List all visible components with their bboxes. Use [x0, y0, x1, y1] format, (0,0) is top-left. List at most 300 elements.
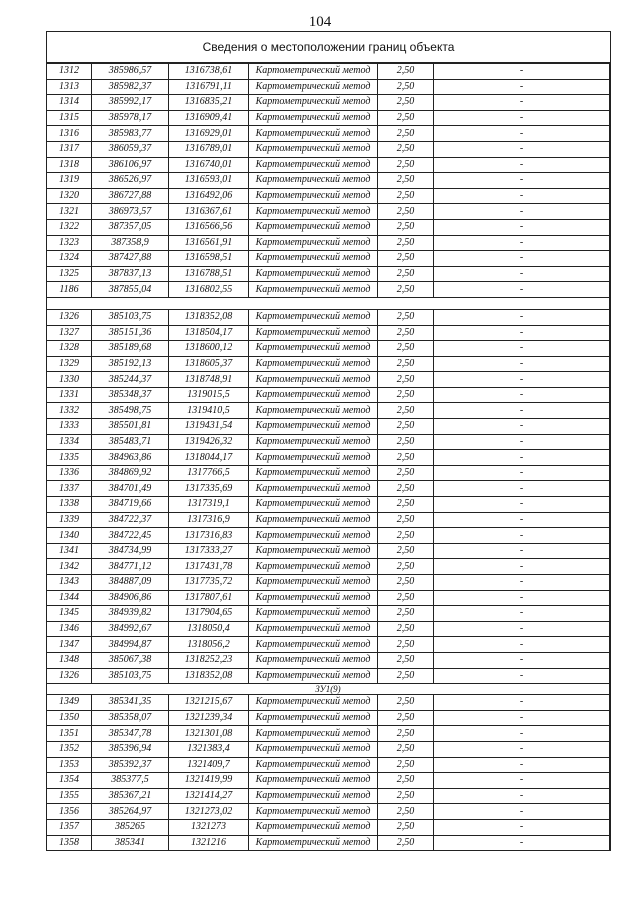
x-coordinate-cell: 385189,68: [92, 341, 169, 357]
accuracy-cell: 2,50: [378, 309, 434, 325]
table-row: [47, 403, 610, 419]
method-cell: Картометрический метод: [249, 637, 378, 653]
y-coordinate-cell: 1317335,69: [169, 481, 249, 497]
x-coordinate-cell: 384722,37: [92, 512, 169, 528]
table-title: Сведения о местоположении границ объекта: [47, 32, 610, 63]
point-number-cell: 1336: [47, 465, 92, 481]
x-coordinate-cell: 384992,67: [92, 621, 169, 637]
table-row: [47, 668, 610, 684]
accuracy-cell: 2,50: [378, 157, 434, 173]
method-cell: Картометрический метод: [249, 372, 378, 388]
note-cell: -: [434, 95, 610, 111]
x-coordinate-cell: 385264,97: [92, 804, 169, 820]
point-number-cell: 1186: [47, 282, 92, 298]
section-label: ЗУ1(9): [47, 684, 610, 695]
method-cell: Картометрический метод: [249, 434, 378, 450]
x-coordinate-cell: 384963,86: [92, 450, 169, 466]
method-cell: Картометрический метод: [249, 64, 378, 80]
x-coordinate-cell: 385358,07: [92, 710, 169, 726]
accuracy-cell: 2,50: [378, 251, 434, 267]
section-header-row: [47, 684, 610, 695]
y-coordinate-cell: 1321383,4: [169, 741, 249, 757]
y-coordinate-cell: 1316598,51: [169, 251, 249, 267]
x-coordinate-cell: 385396,94: [92, 741, 169, 757]
x-coordinate-cell: 386727,88: [92, 188, 169, 204]
x-coordinate-cell: 385347,78: [92, 726, 169, 742]
method-cell: Картометрический метод: [249, 741, 378, 757]
y-coordinate-cell: 1317333,27: [169, 543, 249, 559]
x-coordinate-cell: 387855,04: [92, 282, 169, 298]
table-row: [47, 372, 610, 388]
note-cell: -: [434, 835, 610, 851]
table-row: [47, 606, 610, 622]
x-coordinate-cell: 385341: [92, 835, 169, 851]
method-cell: Картометрический метод: [249, 835, 378, 851]
table-row-spacer: [47, 297, 610, 309]
method-cell: Картометрический метод: [249, 528, 378, 544]
note-cell: -: [434, 621, 610, 637]
accuracy-cell: 2,50: [378, 95, 434, 111]
x-coordinate-cell: 387358,9: [92, 235, 169, 251]
accuracy-cell: 2,50: [378, 126, 434, 142]
note-cell: -: [434, 819, 610, 835]
x-coordinate-cell: 384734,99: [92, 543, 169, 559]
point-number-cell: 1334: [47, 434, 92, 450]
accuracy-cell: 2,50: [378, 341, 434, 357]
accuracy-cell: 2,50: [378, 235, 434, 251]
y-coordinate-cell: 1317735,72: [169, 575, 249, 591]
accuracy-cell: 2,50: [378, 188, 434, 204]
coordinates-table: [46, 63, 610, 851]
note-cell: -: [434, 309, 610, 325]
y-coordinate-cell: 1317807,61: [169, 590, 249, 606]
accuracy-cell: 2,50: [378, 141, 434, 157]
table-row: [47, 188, 610, 204]
y-coordinate-cell: 1316835,21: [169, 95, 249, 111]
y-coordinate-cell: 1317316,83: [169, 528, 249, 544]
y-coordinate-cell: 1319431,54: [169, 419, 249, 435]
point-number-cell: 1335: [47, 450, 92, 466]
method-cell: Картометрический метод: [249, 621, 378, 637]
point-number-cell: 1326: [47, 309, 92, 325]
accuracy-cell: 2,50: [378, 173, 434, 189]
table-row: [47, 726, 610, 742]
accuracy-cell: 2,50: [378, 64, 434, 80]
y-coordinate-cell: 1321273: [169, 819, 249, 835]
x-coordinate-cell: 384869,92: [92, 465, 169, 481]
table-row: [47, 621, 610, 637]
method-cell: Картометрический метод: [249, 450, 378, 466]
note-cell: -: [434, 788, 610, 804]
table-row: [47, 387, 610, 403]
x-coordinate-cell: 385244,37: [92, 372, 169, 388]
point-number-cell: 1331: [47, 387, 92, 403]
point-number-cell: 1312: [47, 64, 92, 80]
note-cell: -: [434, 497, 610, 513]
note-cell: -: [434, 188, 610, 204]
x-coordinate-cell: 385265: [92, 819, 169, 835]
x-coordinate-cell: 384939,82: [92, 606, 169, 622]
accuracy-cell: 2,50: [378, 450, 434, 466]
point-number-cell: 1347: [47, 637, 92, 653]
table-row: [47, 173, 610, 189]
accuracy-cell: 2,50: [378, 387, 434, 403]
note-cell: -: [434, 372, 610, 388]
point-number-cell: 1337: [47, 481, 92, 497]
method-cell: Картометрический метод: [249, 512, 378, 528]
point-number-cell: 1351: [47, 726, 92, 742]
note-cell: -: [434, 741, 610, 757]
accuracy-cell: 2,50: [378, 710, 434, 726]
note-cell: -: [434, 64, 610, 80]
point-number-cell: 1345: [47, 606, 92, 622]
method-cell: Картометрический метод: [249, 819, 378, 835]
y-coordinate-cell: 1316791,11: [169, 79, 249, 95]
accuracy-cell: 2,50: [378, 512, 434, 528]
method-cell: Картометрический метод: [249, 95, 378, 111]
point-number-cell: 1318: [47, 157, 92, 173]
method-cell: Картометрический метод: [249, 481, 378, 497]
x-coordinate-cell: 385151,36: [92, 325, 169, 341]
point-number-cell: 1329: [47, 356, 92, 372]
y-coordinate-cell: 1317766,5: [169, 465, 249, 481]
note-cell: -: [434, 79, 610, 95]
note-cell: -: [434, 512, 610, 528]
table-row: [47, 157, 610, 173]
y-coordinate-cell: 1321215,67: [169, 695, 249, 711]
y-coordinate-cell: 1316593,01: [169, 173, 249, 189]
note-cell: -: [434, 157, 610, 173]
accuracy-cell: 2,50: [378, 621, 434, 637]
method-cell: Картометрический метод: [249, 110, 378, 126]
note-cell: -: [434, 757, 610, 773]
table-row: [47, 219, 610, 235]
x-coordinate-cell: 387427,88: [92, 251, 169, 267]
x-coordinate-cell: 384771,12: [92, 559, 169, 575]
accuracy-cell: 2,50: [378, 528, 434, 544]
y-coordinate-cell: 1318605,37: [169, 356, 249, 372]
point-number-cell: 1346: [47, 621, 92, 637]
note-cell: -: [434, 141, 610, 157]
accuracy-cell: 2,50: [378, 481, 434, 497]
point-number-cell: 1323: [47, 235, 92, 251]
point-number-cell: 1355: [47, 788, 92, 804]
table-row: [47, 575, 610, 591]
method-cell: Картометрический метод: [249, 575, 378, 591]
y-coordinate-cell: 1318504,17: [169, 325, 249, 341]
x-coordinate-cell: 384887,09: [92, 575, 169, 591]
note-cell: -: [434, 465, 610, 481]
method-cell: Картометрический метод: [249, 126, 378, 142]
note-cell: -: [434, 528, 610, 544]
point-number-cell: 1340: [47, 528, 92, 544]
table-row: [47, 341, 610, 357]
y-coordinate-cell: 1321216: [169, 835, 249, 851]
table-row: [47, 637, 610, 653]
point-number-cell: 1319: [47, 173, 92, 189]
point-number-cell: 1342: [47, 559, 92, 575]
y-coordinate-cell: 1318748,91: [169, 372, 249, 388]
table-row: [47, 325, 610, 341]
x-coordinate-cell: 384701,49: [92, 481, 169, 497]
x-coordinate-cell: 385348,37: [92, 387, 169, 403]
note-cell: -: [434, 450, 610, 466]
y-coordinate-cell: 1316738,61: [169, 64, 249, 80]
page-number: 104: [308, 14, 332, 30]
x-coordinate-cell: 386059,37: [92, 141, 169, 157]
x-coordinate-cell: 384722,45: [92, 528, 169, 544]
point-number-cell: 1321: [47, 204, 92, 220]
table-row: [47, 804, 610, 820]
x-coordinate-cell: 385978,17: [92, 110, 169, 126]
y-coordinate-cell: 1316909,41: [169, 110, 249, 126]
x-coordinate-cell: 385501,81: [92, 419, 169, 435]
x-coordinate-cell: 386106,97: [92, 157, 169, 173]
accuracy-cell: 2,50: [378, 695, 434, 711]
method-cell: Картометрический метод: [249, 173, 378, 189]
table-row: [47, 465, 610, 481]
point-number-cell: 1320: [47, 188, 92, 204]
table-row: [47, 757, 610, 773]
point-number-cell: 1326: [47, 668, 92, 684]
accuracy-cell: 2,50: [378, 741, 434, 757]
method-cell: Картометрический метод: [249, 235, 378, 251]
point-number-cell: 1352: [47, 741, 92, 757]
note-cell: -: [434, 341, 610, 357]
note-cell: -: [434, 403, 610, 419]
note-cell: -: [434, 282, 610, 298]
accuracy-cell: 2,50: [378, 266, 434, 282]
x-coordinate-cell: 385367,21: [92, 788, 169, 804]
x-coordinate-cell: 385377,5: [92, 773, 169, 789]
note-cell: -: [434, 110, 610, 126]
note-cell: -: [434, 543, 610, 559]
point-number-cell: 1317: [47, 141, 92, 157]
table-row: [47, 434, 610, 450]
y-coordinate-cell: 1318352,08: [169, 309, 249, 325]
point-number-cell: 1357: [47, 819, 92, 835]
accuracy-cell: 2,50: [378, 726, 434, 742]
point-number-cell: 1353: [47, 757, 92, 773]
note-cell: -: [434, 419, 610, 435]
point-number-cell: 1341: [47, 543, 92, 559]
accuracy-cell: 2,50: [378, 637, 434, 653]
accuracy-cell: 2,50: [378, 559, 434, 575]
y-coordinate-cell: 1317904,65: [169, 606, 249, 622]
y-coordinate-cell: 1317316,9: [169, 512, 249, 528]
note-cell: -: [434, 575, 610, 591]
y-coordinate-cell: 1318600,12: [169, 341, 249, 357]
method-cell: Картометрический метод: [249, 419, 378, 435]
accuracy-cell: 2,50: [378, 325, 434, 341]
x-coordinate-cell: 385192,13: [92, 356, 169, 372]
accuracy-cell: 2,50: [378, 204, 434, 220]
y-coordinate-cell: 1318044,17: [169, 450, 249, 466]
note-cell: -: [434, 668, 610, 684]
accuracy-cell: 2,50: [378, 606, 434, 622]
y-coordinate-cell: 1318252,23: [169, 652, 249, 668]
table-row: [47, 710, 610, 726]
y-coordinate-cell: 1316492,06: [169, 188, 249, 204]
note-cell: -: [434, 481, 610, 497]
x-coordinate-cell: 385986,57: [92, 64, 169, 80]
note-cell: -: [434, 773, 610, 789]
method-cell: Картометрический метод: [249, 266, 378, 282]
y-coordinate-cell: 1316561,91: [169, 235, 249, 251]
note-cell: -: [434, 710, 610, 726]
point-number-cell: 1356: [47, 804, 92, 820]
method-cell: Картометрический метод: [249, 79, 378, 95]
point-number-cell: 1325: [47, 266, 92, 282]
method-cell: Картометрический метод: [249, 710, 378, 726]
table-row: [47, 356, 610, 372]
x-coordinate-cell: 385983,77: [92, 126, 169, 142]
method-cell: Картометрический метод: [249, 559, 378, 575]
note-cell: -: [434, 219, 610, 235]
y-coordinate-cell: 1318050,4: [169, 621, 249, 637]
x-coordinate-cell: 386526,97: [92, 173, 169, 189]
method-cell: Картометрический метод: [249, 804, 378, 820]
x-coordinate-cell: 385103,75: [92, 309, 169, 325]
table-row: [47, 543, 610, 559]
accuracy-cell: 2,50: [378, 590, 434, 606]
x-coordinate-cell: 385103,75: [92, 668, 169, 684]
table-row: [47, 481, 610, 497]
table-row: [47, 819, 610, 835]
method-cell: Картометрический метод: [249, 757, 378, 773]
note-cell: -: [434, 606, 610, 622]
point-number-cell: 1348: [47, 652, 92, 668]
y-coordinate-cell: 1316788,51: [169, 266, 249, 282]
table-row: [47, 235, 610, 251]
table-row: [47, 251, 610, 267]
method-cell: Картометрический метод: [249, 590, 378, 606]
y-coordinate-cell: 1321414,27: [169, 788, 249, 804]
method-cell: Картометрический метод: [249, 356, 378, 372]
point-number-cell: 1333: [47, 419, 92, 435]
note-cell: -: [434, 434, 610, 450]
table-row: [47, 788, 610, 804]
table-row: [47, 282, 610, 298]
accuracy-cell: 2,50: [378, 497, 434, 513]
x-coordinate-cell: 384719,66: [92, 497, 169, 513]
table-row: [47, 835, 610, 851]
table-row: [47, 79, 610, 95]
note-cell: -: [434, 251, 610, 267]
table-row: [47, 773, 610, 789]
table-row: [47, 695, 610, 711]
point-number-cell: 1314: [47, 95, 92, 111]
x-coordinate-cell: 387357,05: [92, 219, 169, 235]
accuracy-cell: 2,50: [378, 652, 434, 668]
x-coordinate-cell: 385067,38: [92, 652, 169, 668]
point-number-cell: 1328: [47, 341, 92, 357]
accuracy-cell: 2,50: [378, 773, 434, 789]
method-cell: Картометрический метод: [249, 403, 378, 419]
accuracy-cell: 2,50: [378, 668, 434, 684]
point-number-cell: 1339: [47, 512, 92, 528]
method-cell: Картометрический метод: [249, 606, 378, 622]
table-row: [47, 419, 610, 435]
note-cell: -: [434, 204, 610, 220]
point-number-cell: 1349: [47, 695, 92, 711]
x-coordinate-cell: 385392,37: [92, 757, 169, 773]
accuracy-cell: 2,50: [378, 819, 434, 835]
accuracy-cell: 2,50: [378, 465, 434, 481]
note-cell: -: [434, 804, 610, 820]
point-number-cell: 1315: [47, 110, 92, 126]
y-coordinate-cell: 1317319,1: [169, 497, 249, 513]
accuracy-cell: 2,50: [378, 110, 434, 126]
y-coordinate-cell: 1316929,01: [169, 126, 249, 142]
method-cell: Картометрический метод: [249, 695, 378, 711]
accuracy-cell: 2,50: [378, 403, 434, 419]
table-row: [47, 497, 610, 513]
note-cell: -: [434, 590, 610, 606]
point-number-cell: 1338: [47, 497, 92, 513]
table-row: [47, 64, 610, 80]
y-coordinate-cell: 1321301,08: [169, 726, 249, 742]
note-cell: -: [434, 173, 610, 189]
point-number-cell: 1327: [47, 325, 92, 341]
table-row: [47, 450, 610, 466]
y-coordinate-cell: 1318352,08: [169, 668, 249, 684]
y-coordinate-cell: 1317431,78: [169, 559, 249, 575]
table-row: [47, 512, 610, 528]
method-cell: Картометрический метод: [249, 204, 378, 220]
method-cell: Картометрический метод: [249, 141, 378, 157]
point-number-cell: 1324: [47, 251, 92, 267]
table-row: [47, 590, 610, 606]
note-cell: -: [434, 637, 610, 653]
table-row: [47, 741, 610, 757]
table-row: [47, 110, 610, 126]
accuracy-cell: 2,50: [378, 575, 434, 591]
x-coordinate-cell: 387837,13: [92, 266, 169, 282]
method-cell: Картометрический метод: [249, 726, 378, 742]
point-number-cell: 1316: [47, 126, 92, 142]
accuracy-cell: 2,50: [378, 79, 434, 95]
method-cell: Картометрический метод: [249, 788, 378, 804]
table-row: [47, 559, 610, 575]
note-cell: -: [434, 356, 610, 372]
accuracy-cell: 2,50: [378, 434, 434, 450]
point-number-cell: 1358: [47, 835, 92, 851]
accuracy-cell: 2,50: [378, 372, 434, 388]
x-coordinate-cell: 385982,37: [92, 79, 169, 95]
table-row: [47, 266, 610, 282]
x-coordinate-cell: 385341,35: [92, 695, 169, 711]
y-coordinate-cell: 1321239,34: [169, 710, 249, 726]
point-number-cell: 1313: [47, 79, 92, 95]
note-cell: -: [434, 695, 610, 711]
accuracy-cell: 2,50: [378, 543, 434, 559]
note-cell: -: [434, 652, 610, 668]
boundary-table-sheet: [46, 31, 611, 851]
method-cell: Картометрический метод: [249, 652, 378, 668]
spacer-cell: [47, 297, 610, 309]
point-number-cell: 1322: [47, 219, 92, 235]
point-number-cell: 1332: [47, 403, 92, 419]
table-row: [47, 141, 610, 157]
note-cell: -: [434, 726, 610, 742]
accuracy-cell: 2,50: [378, 282, 434, 298]
x-coordinate-cell: 385498,75: [92, 403, 169, 419]
accuracy-cell: 2,50: [378, 835, 434, 851]
method-cell: Картометрический метод: [249, 282, 378, 298]
point-number-cell: 1330: [47, 372, 92, 388]
y-coordinate-cell: 1319426,32: [169, 434, 249, 450]
